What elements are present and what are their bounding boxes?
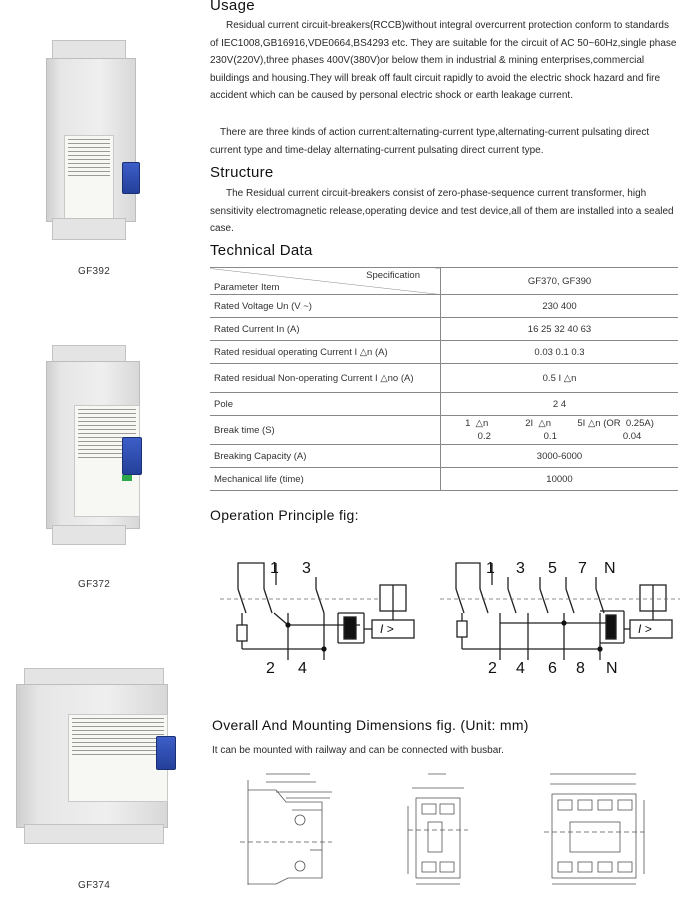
table-row	[210, 468, 678, 491]
technical-data-table	[210, 267, 678, 491]
right-bottom-label-2: 4	[516, 660, 525, 677]
right-top-label-5: N	[604, 560, 616, 577]
row-value: 16 25 32 40 63	[441, 318, 679, 341]
product-image-gf374	[12, 668, 172, 843]
row-label: Mechanical life (time)	[210, 468, 441, 491]
header-item-label: Parameter Item	[214, 282, 280, 293]
product-image-gf372	[38, 345, 153, 545]
product-caption-gf372: GF372	[78, 579, 111, 590]
usage-heading: Usage	[210, 0, 255, 14]
row-label: Breaking Capacity (A)	[210, 445, 441, 468]
table-row	[210, 393, 678, 416]
operation-heading: Operation Principle fig:	[210, 507, 359, 523]
operation-diagram-2-pole	[220, 555, 425, 680]
operation-diagram-4-pole	[440, 555, 680, 680]
right-bottom-label-3: 6	[548, 660, 557, 677]
right-top-label-3: 5	[548, 560, 557, 577]
left-bottom-label-1: 2	[266, 660, 275, 677]
row-label: Pole	[210, 393, 441, 416]
row-value: 3000-6000	[441, 445, 679, 468]
structure-heading: Structure	[210, 164, 274, 181]
left-top-label-2: 3	[302, 560, 311, 577]
right-bottom-label-4: 8	[576, 660, 585, 677]
dimensions-note: It can be mounted with railway and can be connected with busbar.	[212, 745, 504, 756]
row-label: Rated residual Non-operating Current I △no (A)	[210, 364, 441, 393]
table-row	[210, 445, 678, 468]
row-value: 10000	[441, 468, 679, 491]
dimension-drawing-front-4-pole	[540, 770, 664, 892]
right-release-symbol: I >	[638, 622, 652, 636]
left-release-symbol: I >	[380, 622, 394, 636]
row-value: 2 4	[441, 393, 679, 416]
row-value: 0.5 I △n	[441, 364, 679, 393]
row-value: 230 400	[441, 295, 679, 318]
technical-heading: Technical Data	[210, 242, 313, 259]
right-bottom-label-5: N	[606, 660, 618, 677]
product-caption-gf392: GF392	[78, 266, 111, 277]
header-model: GF370, GF390	[441, 268, 679, 295]
table-row	[210, 318, 678, 341]
right-bottom-label-1: 2	[488, 660, 497, 677]
row-label: Break time (S)	[210, 416, 441, 445]
usage-paragraph-2: There are three kinds of action current:alternating-current type,alternating-current pulsating direct current type and time-delay alternating-current pulsating direct current type.	[210, 127, 650, 156]
right-top-label-1: 1	[486, 560, 495, 577]
row-value: 0.03 0.1 0.3	[441, 341, 679, 364]
row-label: Rated residual operating Current I △n (A)	[210, 341, 441, 364]
dimensions-heading: Overall And Mounting Dimensions fig. (Unit: mm)	[212, 717, 529, 733]
left-bottom-label-2: 4	[298, 660, 307, 677]
header-spec-label: Specification	[366, 270, 420, 281]
table-row	[210, 416, 678, 445]
usage-paragraph-1: Residual current circuit-breakers(RCCB)without integral overcurrent protection conform to standards of IEC1008,GB16916,VDE0664,BS4293 etc. They are suitable for the circuit of AC 50~60Hz,single phase 230V(220V),three phases 400V(380V)or below them in industrial & mining enterprises,commercial buildings and housing.They will break off fault circuit rapidly to avoid the electric shock hazard and fire accident which can be caused by personal electric shock or earth leakage current.	[210, 20, 677, 101]
product-image-gf392	[38, 40, 148, 240]
row-value-line-1: 1 △n 2I △n 5I △n (OR 0.25A)	[465, 418, 654, 429]
row-label: Rated Current In (A)	[210, 318, 441, 341]
table-row	[210, 341, 678, 364]
right-top-label-2: 3	[516, 560, 525, 577]
table-header-row	[210, 268, 678, 295]
right-top-label-4: 7	[578, 560, 587, 577]
row-value-line-2: 0.2 0.1 0.04	[477, 431, 642, 442]
structure-paragraph: The Residual current circuit-breakers consist of zero-phase-sequence current transformer, high sensitivity electromagnetic release,operating device and test device,all of them are installed into a sealed case.	[210, 188, 674, 234]
dimension-drawing-front-2-pole	[398, 770, 478, 892]
row-label: Rated Voltage Un (V ~)	[210, 295, 441, 318]
product-caption-gf374: GF374	[78, 880, 111, 891]
table-row	[210, 295, 678, 318]
table-row	[210, 364, 678, 393]
left-top-label-1: 1	[270, 560, 279, 577]
dimension-drawing-side	[236, 770, 336, 892]
